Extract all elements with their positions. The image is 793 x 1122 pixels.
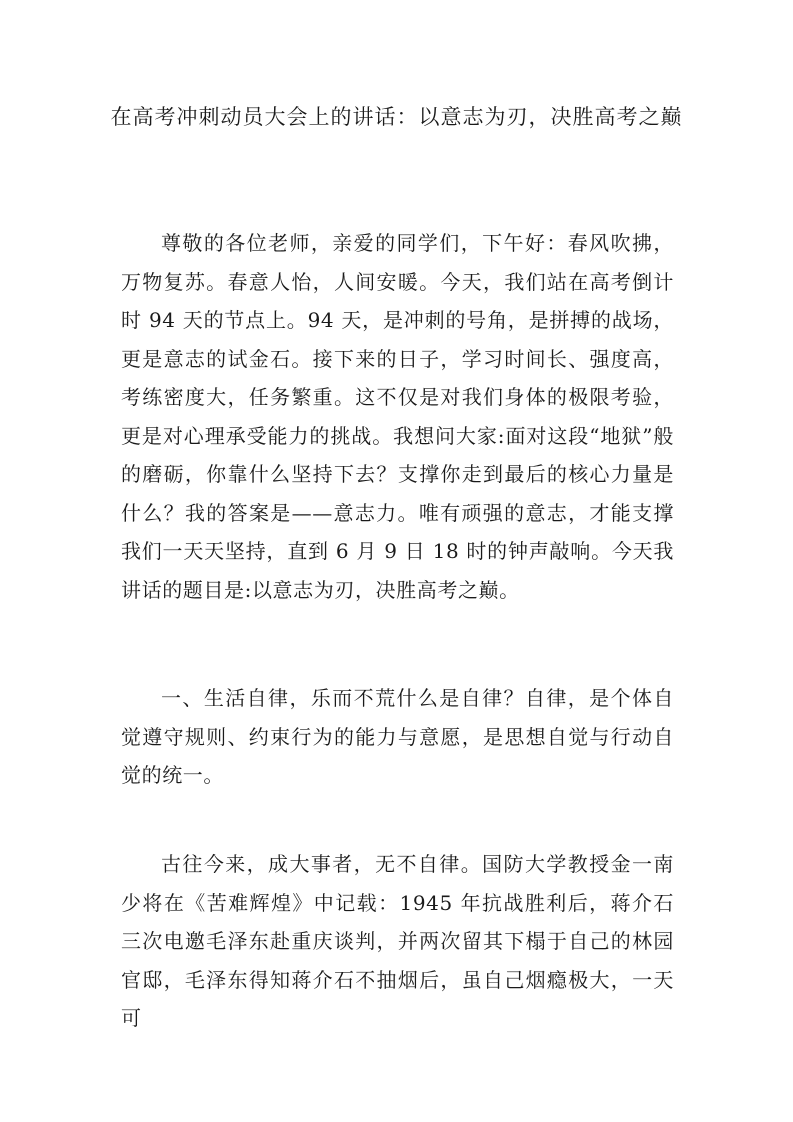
- body-paragraph-1: 尊敬的各位老师，亲爱的同学们，下午好：春风吹拂，万物复苏。春意人怡，人间安暖。今天，我们站在高考倒计时 94 天的节点上。94 天，是冲刺的号角，是拼搏的战场，更是意志的试金石。接下来的日子，学习时间长、强度高，考练密度大，任务繁重。这不仅是对我们身体的极限考验，更是对心理承受能力的挑战。我想问大家:面对这段“地狱”般的磨砺，你靠什么坚持下去？支撑你走到最后的核心力量是什么？我的答案是——意志力。唯有顽强的意志，才能支撑我们一天天坚持，直到 6 月 9 日 18 时的钟声敲响。今天我讲话的题目是:以意志为刃，决胜高考之巅。: [121, 231, 674, 602]
- document-title: 在高考冲刺动员大会上的讲话：以意志为刃，决胜高考之巅: [110, 105, 683, 129]
- body-paragraph-3: 古往今来，成大事者，无不自律。国防大学教授金一南少将在《苦难辉煌》中记载：1945 年抗战胜利后，蒋介石三次电邀毛泽东赴重庆谈判，并两次留其下榻于自己的林园官邸，毛泽东得知蒋介石不抽烟后，虽自己烟瘾极大，一天可: [121, 852, 674, 1030]
- body-paragraph-2: 一、生活自律，乐而不荒什么是自律？自律，是个体自觉遵守规则、约束行为的能力与意愿，是思想自觉与行动自觉的统一。: [121, 686, 674, 787]
